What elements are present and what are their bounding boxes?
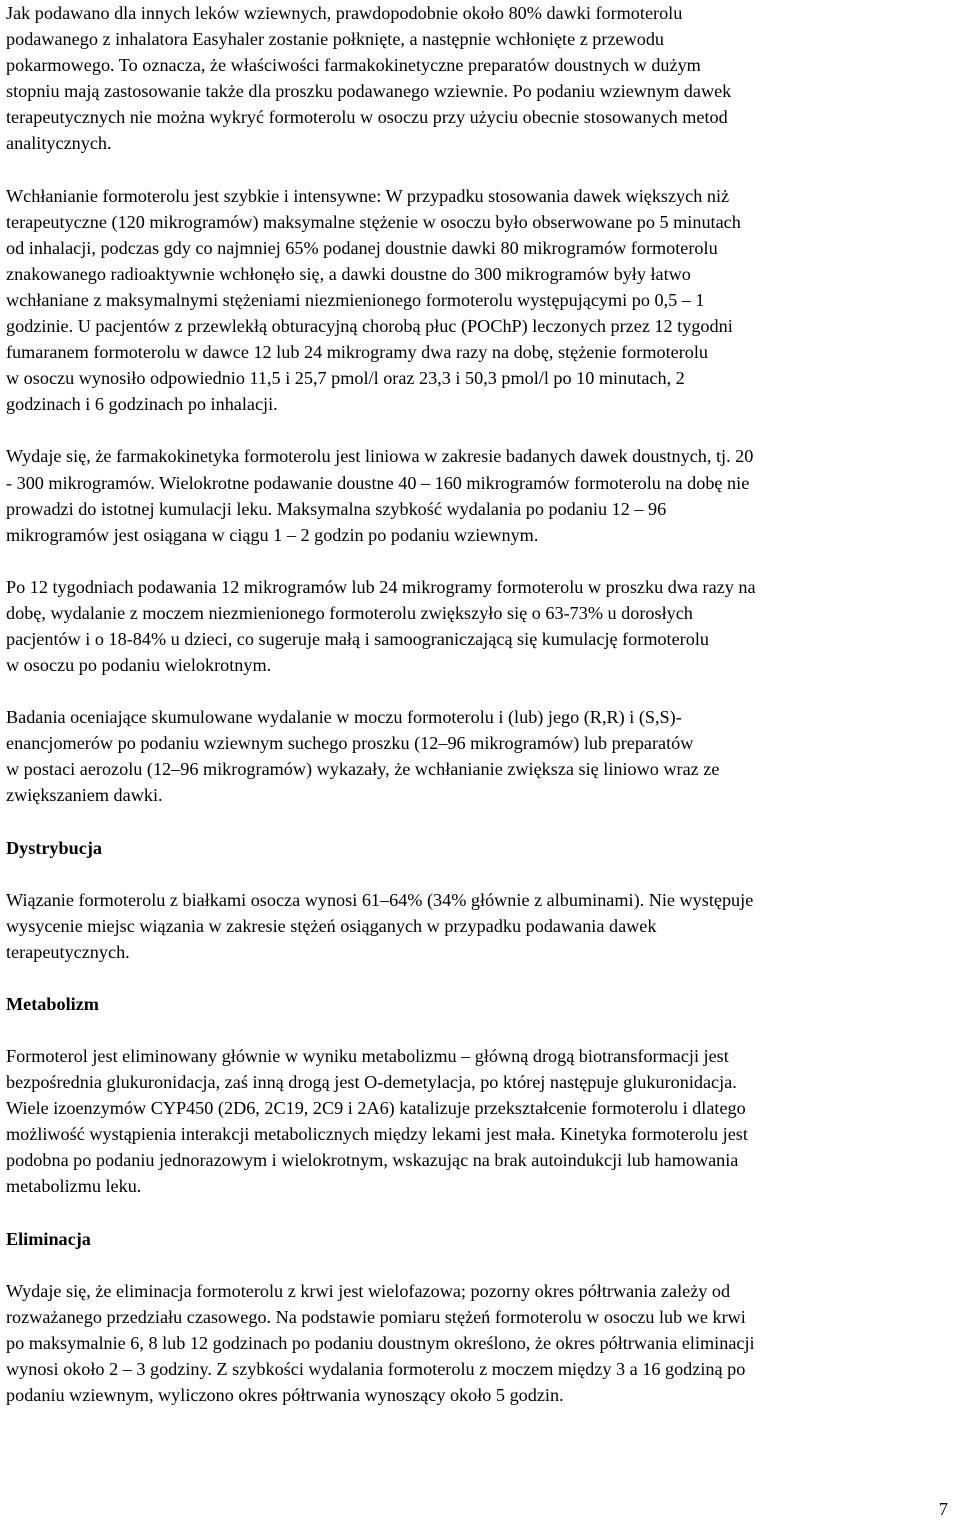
heading-eliminacja: Eliminacja [6,1228,91,1249]
page-number: 7 [938,1499,948,1519]
heading-dystrybucja: Dystrybucja [6,837,102,858]
paragraph-absorption-details: Wchłanianie formoterolu jest szybkie i intensywne: W przypadku stosowania dawek większych niż terapeutyczne (120 mikrogramów) maksymalne stężenie w osoczu było obserwowane po 5 minutach od inhalacji, podczas gdy co najmniej 65% podanej doustnie dawki 80 mikrogramów formoterolu znakowanego radioaktywnie wchłonęło się, a dawki doustne do 300 mikrogramów były łatwo wchłaniane z maksymalnymi stężeniami niezmienionego formoterolu występującymi po 0,5 – 1 godzinie. U pacjentów z przewlekłą obturacyjną chorobą płuc (POChP) leczonych przez 12 tygodni fumaranem formoterolu w dawce 12 lub 24 mikrogramy dwa razy na dobę, stężenie formoterolu w osoczu wynosiło odpowiednio 11,5 i 25,7 pmol/l oraz 23,3 i 50,3 pmol/l po 10 minutach, 2 godzinach i 6 godzinach po inhalacji. [6,185,741,415]
heading-metabolizm: Metabolizm [6,993,99,1014]
paragraph-elimination: Wydaje się, że eliminacja formoterolu z krwi jest wielofazowa; pozorny okres półtrwania zależy od rozważanego przedziału czasowego. Na podstawie pomiaru stężeń formoterolu w osoczu lub we krwi po maksymalnie 6, 8 lub 12 godzinach po podaniu doustnym określono, że okres półtrwania eliminacji wynosi około 2 – 3 godziny. Z szybkości wydalania formoterolu z moczem między 3 a 16 godziną po podaniu wziewnym, wyliczono okres półtrwania wynoszący około 5 godzin. [6,1280,755,1406]
paragraph-distribution: Wiązanie formoterolu z białkami osocza wynosi 61–64% (34% głównie z albuminami). Nie występuje wysycenie miejsc wiązania w zakresie stężeń osiąganych w przypadku podawania dawek terapeutycznych. [6,889,754,962]
paragraph-absorption-intro: Jak podawano dla innych leków wziewnych, prawdopodobnie około 80% dawki formoterolu podawanego z inhalatora Easyhaler zostanie połknięte, a następnie wchłonięte z przewodu pokarmowego. To oznacza, że właściwości farmakokinetyczne preparatów doustnych w dużym stopniu mają zastosowanie także dla proszku podawanego wziewnie. Po podaniu wziewnym dawek terapeutycznych nie można wykryć formoterolu w osoczu przy użyciu obecnie stosowanych metod analitycznych. [6,3,732,154]
paragraph-linear-kinetics: Wydaje się, że farmakokinetyka formoterolu jest liniowa w zakresie badanych dawek doustnych, tj. 20 - 300 mikrogramów. Wielokrotne podawanie doustne 40 – 160 mikrogramów formoterolu na dobę nie prowadzi do istotnej kumulacji leku. Maksymalna szybkość wydalania po podaniu 12 – 96 mikrogramów jest osiągana w ciągu 1 – 2 godzin po podaniu wziewnym. [6,446,754,545]
paragraph-enantiomers: Badania oceniające skumulowane wydalanie w moczu formoterolu i (lub) jego (R,R) i (S,S)- enancjomerów po podaniu wziewnym suchego proszku (12–96 mikrogramów) lub preparatów w postaci aerozolu (12–96 mikrogramów) wykazały, że wchłanianie zwiększa się liniowo wraz ze zwiększaniem dawki. [6,707,720,806]
paragraph-urinary-excretion: Po 12 tygodniach podawania 12 mikrogramów lub 24 mikrogramy formoterolu w proszku dwa razy na dobę, wydalanie z moczem niezmienionego formoterolu zwiększyło się o 63-73% u dorosłych pacjentów i o 18-84% u dzieci, co sugeruje małą i samoograniczającą się kumulację formoterolu w osoczu po podaniu wielokrotnym. [6,576,756,676]
document-page [6,0,946,1434]
paragraph-metabolism: Formoterol jest eliminowany głównie w wyniku metabolizmu – główną drogą biotransformacji jest bezpośrednia glukuronidacja, zaś inną drogą jest O-demetylacja, po której następuje glukuronidacja. Wiele izoenzymów CYP450 (2D6, 2C19, 2C9 i 2A6) katalizuje przekształcenie formoterolu i dlatego możliwość wystąpienia interakcji metabolicznych między lekami jest mała. Kinetyka formoterolu jest podobna po podaniu jednorazowym i wielokrotnym, wskazując na brak autoindukcji lub hamowania metabolizmu leku. [6,1046,748,1197]
